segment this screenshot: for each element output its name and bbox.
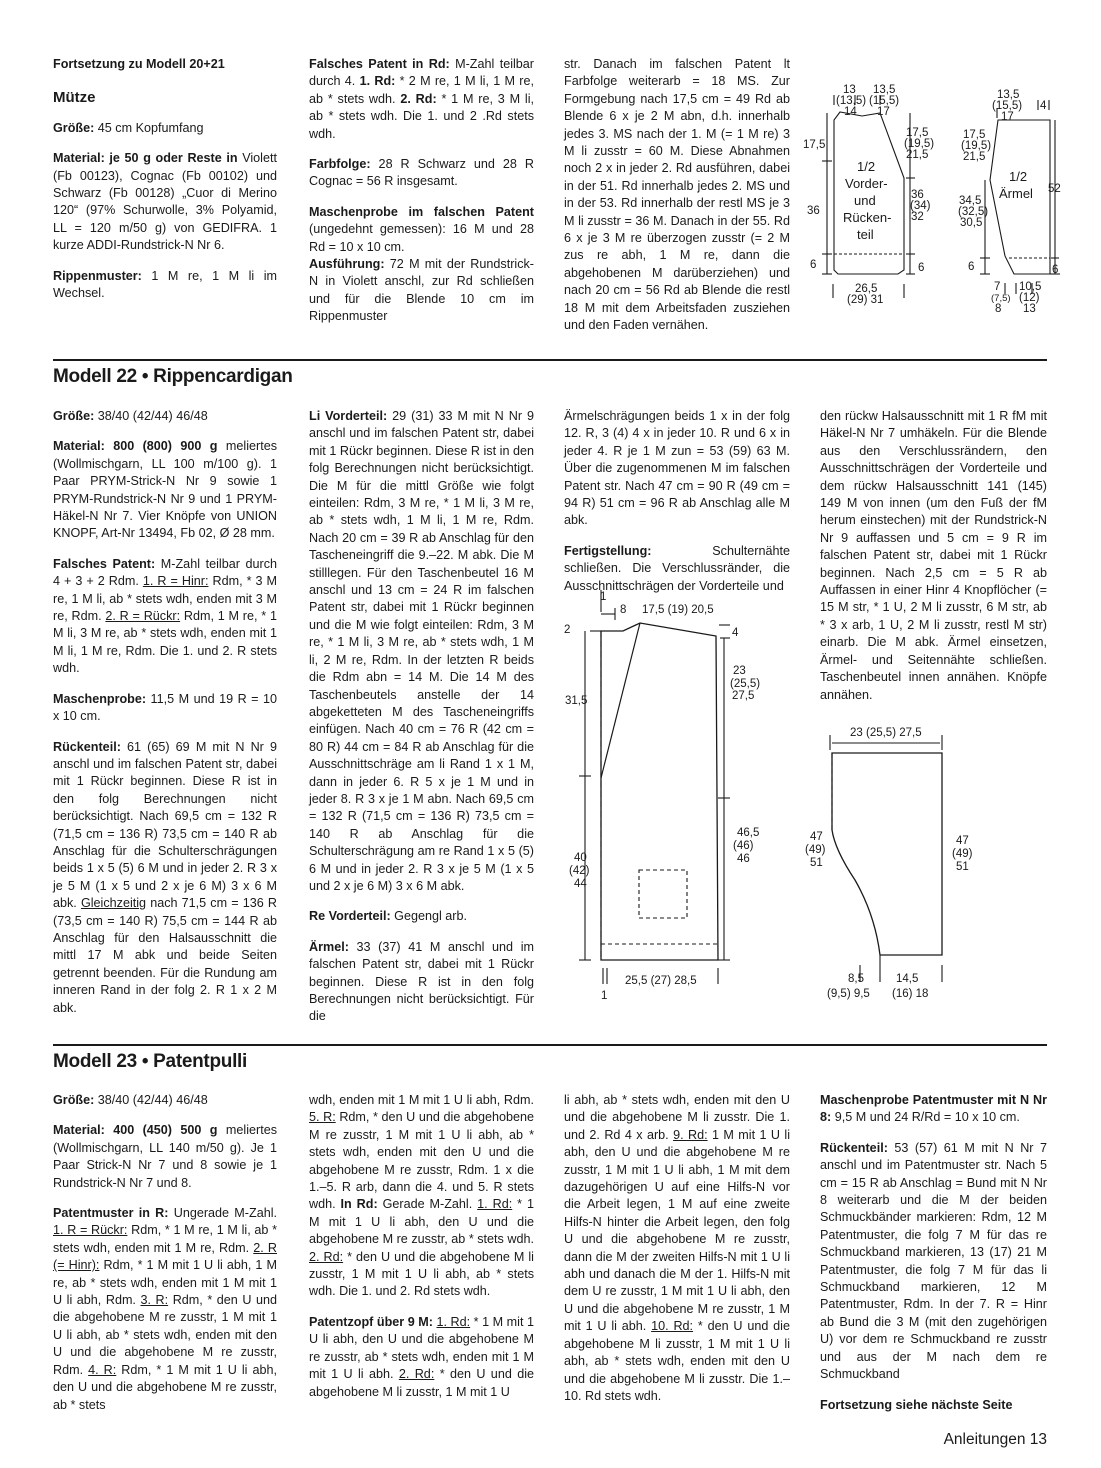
m22-re-vorderteil: Re Vorderteil: Gegengl arb. — [309, 909, 467, 924]
d1-t29: 21,5 — [963, 151, 986, 163]
d1-t28: (19,5) — [961, 140, 992, 152]
d3-b10: (16) 18 — [892, 988, 929, 1000]
m23-patentmuster-continued: wdh, enden mit 1 M mit 1 U li abh, Rdm. 5. R: Rdm, * den U und die abgehobene M re zusstr, 1 M mit 1 U li abh, ab * stets wdh, enden mit den U und die abgehobene M re zusstr, Rdm. 1 x die 1.–5. R arb, dann die 4. und 5. R stets wdh. In Rd: Gerade M-Zahl. 1. Rd: * 1 M mit 1 U li abh, den U und die abgehobene M re zusstr, ab * stets wdh. 2. Rd: * den U und die abgehobene M li zusstr, 1 M mit 1 U li abh, ab * stets wdh. Die 1. und 2. Rd stets wdh. — [309, 1093, 534, 1299]
m22-aermel: Ärmel: 33 (37) 41 M anschl und im falschen Patent str, dabei mit 1 Rückr beginnen. Diese R ist in den folg Berechnungen nicht berücksichtigt. Für die — [309, 939, 534, 1024]
muetze-rib-pattern: Rippenmuster: 1 M re, 1 M li im Wechsel. — [53, 268, 277, 301]
schematic-sleeve-labels — [1048, 170, 1098, 370]
d1-t16: 36 — [911, 189, 924, 201]
m22-size: Größe: 38/40 (42/44) 46/48 — [53, 409, 208, 423]
d1-t23: 13,5 — [997, 89, 1020, 101]
d3-b7: 8,5 — [848, 973, 864, 985]
d1-t30: 1/2 — [1009, 169, 1028, 184]
d2-a3: 2 — [564, 624, 571, 636]
d3-b5: (49) — [952, 848, 973, 860]
d3-b0: 23 (25,5) 27,5 — [850, 727, 922, 739]
m23-col-3 — [564, 1092, 790, 1418]
d3-b9: (9,5) 9,5 — [827, 988, 870, 1000]
d1-t40: 8 — [995, 303, 1002, 315]
d1-t6: 17,5 — [803, 139, 826, 151]
d1-t0: 13 — [843, 84, 856, 96]
d2-a4: 4 — [732, 627, 739, 639]
m23-material: Material: 400 (450) 500 g meliertes (Wollmischgarn, LL 140 m/50 g). Je 1 Paar Strick-N Nr 7 und 8 sowie je 1 Rundstrick-N Nr 7 und 8. — [53, 1123, 278, 1190]
sleeve-shape — [832, 753, 942, 955]
d1-t17: (34) — [910, 200, 931, 212]
m22-col-4 — [820, 408, 1047, 717]
d2-a2: 17,5 (19) 20,5 — [642, 604, 714, 616]
rule-modell-23 — [53, 1044, 1047, 1046]
d1-t19: 6 — [810, 259, 817, 271]
m22-maschenprobe: Maschenprobe: 11,5 M und 19 R = 10 x 10 cm. — [53, 691, 277, 724]
d1-t31: Ärmel — [999, 186, 1033, 201]
d1-t42: (12) — [1019, 292, 1040, 304]
m22-li-vorderteil: Li Vorderteil: 29 (31) 33 M mit N Nr 9 anschl und im falschen Patent str, dabei mit 1 Rückr beginnen. Diese R ist in den folg Berechnungen nicht berücksichtigt. Die M für die mittl Größe wie folgt einteilen: Rdm, 3 M re, * 1 M li, 3 M re, ab * stets wdh, 1 M li, 1 M re, Rdm. Nach 20 cm = 39 R ab Anschlag für den Tascheneingriff die 9.–22. M abk. Die M stilllegen. Für den Taschenbeutel 16 M anschl und 13 cm = 24 R im falschen Patent str, dabei mit 1 Rückr beginnen und die M wie folgt einteilen: Rdm, 3 M re, * 1 M li, 3 M re, ab * stets wdh, 1 M li, 2 M re, Rdm. In der letzten R beids die Rdm abn = 14 M. Die 14 M des Taschenbeutels anstelle der 14 abgeketteten M des Tascheneingriffs einfügen. Nach 40 cm = 76 R (42 cm = 80 R) 44 cm = 84 R ab Anschlag für die Ausschnittschräge am li Rand 1 x 1 M, dann in jeder 6. R 5 x je 1 M und in jeder 8. R 3 x je 1 M abn. Nach 69,5 cm = 132 R (71,5 cm = 136 R) 73,5 cm = 140 R ab Anschlag für die Schulterschrägung am re Rand 1 x 5 (5) 6 M und in jeder 2. R 3 x je 5 M (1 x 5 und 2 x je 6 M) 3 x 6 M abk. — [309, 409, 534, 893]
d1-t38: 7 — [994, 281, 1001, 293]
m22-material: Material: 800 (800) 900 g meliertes (Wollmischgarn, LL 100 m/100 g). 1 Paar PRYM-Strick-N Nr 9 sowie 1 PRYM-Rundstrick-N Nr 9 und 1 PRYM-Häkel-N Nr 7. Vier Knöpfe von UNION KNOPF, Art-Nr 13494, Fb 02, Ø 28 mm. — [53, 439, 278, 541]
d1-t13: Rücken- — [843, 210, 892, 225]
modell-23-title: Modell 23 • Patentpulli — [53, 1051, 248, 1072]
d1-t4: 14 — [844, 106, 857, 118]
modell-22-title: Modell 22 • Rippencardigan — [53, 366, 293, 387]
d1-t22: (29) 31 — [847, 294, 884, 306]
d3-b2: (49) — [805, 844, 826, 856]
m23-col-4 — [820, 1092, 1047, 1427]
m23-size: Größe: 38/40 (42/44) 46/48 — [53, 1093, 208, 1107]
m22-fertigstellung: Fertigstellung: Schulternähte schließen. Die Verschlussränder, die Ausschnittschrägen der Vorderteile und — [564, 543, 790, 593]
m23-col-1 — [53, 1092, 277, 1427]
pocket-outline — [639, 870, 687, 918]
muetze-heading: Mütze — [53, 89, 96, 107]
d1-t14: teil — [857, 227, 874, 242]
d1-t43: 13 — [1023, 303, 1036, 315]
d1-t18: 32 — [911, 211, 924, 223]
falsches-patent-rd: Falsches Patent in Rd: M-Zahl teilbar durch 4. 1. Rd: * 2 M re, 1 M li, 1 M re, ab * stets wdh. 2. Rd: * 1 M re, 3 M li, ab * stets wdh. Die 1. und 2 .Rd stets wdh. — [309, 57, 534, 141]
d2-a12: 40 — [574, 852, 587, 864]
front-outline — [601, 623, 718, 960]
m22-col-1 — [53, 408, 277, 1030]
m23-patentmuster: Patentmuster in R: Ungerade M-Zahl. 1. R = Rückr: Rdm, * 1 M re, 1 M li, ab * stets wdh, enden mit 1 M re, Rdm. 2. R (= Hinr): Rdm, * 1 M mit 1 U li abh, 1 M re, ab * stets wdh, enden mit 1 M mit 1 U li abh, Rdm. 3. R: Rdm, * den U und die abgehobene M re zusstr, 1 M mit 1 U li abh, ab * stets wdh, enden mit den U und die abgehobene M re zusstr, Rdm. 4. R: Rdm, * 1 M mit 1 U li abh, den U und die abgehobene M re zusstr, ab * stets — [53, 1206, 278, 1412]
m23-patentzopf-continued: li abh, ab * stets wdh, enden mit den U und die abgehobene M li zusstr. Die 1. und 2. Rd 4 x arb. 9. Rd: 1 M mit 1 U li abh, den U und die abgehobene M re zusstr, 1 M mit 1 U li abh, 1 M mit dem dazugehörigen U auf eine Hilfs-N vor die Arbeit legen, 1 M auf eine zweite Hilfs-N hinter die Arbeit legen, den folg U und die abgehobene M re zusstr, dann die M der zweiten Hilfs-N mit 1 U li abh und danach die M der 1. Hilfs-N mit dem U re zusstr, 1 M mit 1 U li abh, den U und die abgehobene M re zusstr, 1 M mit 1 U li abh. 10. Rd: * den U und die abgehobene M li zusstr, 1 M mit 1 U li abh, ab * stets wdh, enden mit den U und die abgehobene M li zusstr. Die 1.–10. Rd stets wdh. — [564, 1093, 790, 1403]
d2-a0: 1 — [600, 591, 607, 603]
d1-t7: 17,5 — [906, 127, 929, 139]
d1-t24: (15,5) — [992, 100, 1023, 112]
d3-b1: 47 — [810, 831, 823, 843]
schematic-front-piece — [560, 588, 780, 1008]
m22-col-3 — [564, 408, 790, 608]
d1-t11: Vorder- — [845, 176, 888, 191]
d1-t32b: 52 — [1048, 183, 1061, 195]
d3-b4: 47 — [956, 835, 969, 847]
d3-b8: 14,5 — [896, 973, 919, 985]
top-col-2 — [309, 56, 534, 339]
d1-t33: 34,5 — [959, 195, 982, 207]
d3-b6: 51 — [956, 861, 969, 873]
maschenprobe-patent: Maschenprobe im falschen Patent (ungedehnt gemessen): 16 M und 28 Rd = 10 x 10 cm. — [309, 204, 534, 254]
d2-a11: 46 — [737, 853, 750, 865]
d2-a9: 46,5 — [737, 827, 760, 839]
d1-t20: 6 — [918, 262, 925, 274]
d2-a7: (25,5) — [730, 678, 761, 690]
d3-b3: 51 — [810, 857, 823, 869]
d2-a1: 8 — [620, 604, 627, 616]
page-footer: Anleitungen 13 — [943, 1431, 1047, 1448]
d2-a16: 1 — [601, 990, 608, 1002]
d1-t39: (7,5) — [991, 293, 1011, 304]
m22-aermel-continued: Ärmelschrägungen beids 1 x in der folg 12. R, 3 (4) 4 x in jeder 10. R und 6 x in jeder 4. R je 1 M zun = 53 (59) 63 M. Über die zugenommenen M im falschen Patent str. Nach 47 cm = 90 R (49 cm = 94 R) 51 cm = 96 R ab Anschlag alle M abk. — [564, 409, 790, 528]
d1-t3: (15,5) — [869, 95, 900, 107]
d1-t1: 13,5 — [873, 84, 896, 96]
m23-continued-note: Fortsetzung siehe nächste Seite — [820, 1397, 1013, 1412]
m22-falsches-patent: Falsches Patent: M-Zahl teilbar durch 4 + 3 + 2 Rdm. 1. R = Hinr: Rdm, * 3 M re, 1 M li, ab * stets wdh, enden mit 3 M re, Rdm. 2. R = Rückr: Rdm, 1 M re, * 1 M li, 3 M re, ab * stets wdh, enden mit 1 M li, 1 M re, Rdm. Die 1. und 2. R stets wdh. — [53, 556, 278, 676]
top-col-3 — [564, 56, 790, 348]
rule-modell-22 — [53, 359, 1047, 361]
m23-rueckenteil: Rückenteil: 53 (57) 61 M mit N Nr 7 anschl und im Patentmuster str. Nach 5 cm = 15 R ab Anschlag = Bund mit N Nr 8 weiterarb und die M der beiden Schmuckbänder markieren: Rdm, 12 M Patentmuster, die folg 7 M für das re Schmuckband markieren, 13 (17) 21 M Patentmuster, die folg 7 M für das li Schmuckband markieren, 12 M Patentmuster, Rdm. In der 7. R = Hinr ab Bund die 3 M (mit den zugehörigen U) vor dem re Schmuckband re zusstr und aus der M nach dem re Schmuckband — [820, 1140, 1047, 1382]
m23-maschenprobe: Maschenprobe Patentmuster mit N Nr 8: 9,5 M und 24 R/Rd = 10 x 10 cm. — [820, 1093, 1047, 1125]
d2-a15: 25,5 (27) 28,5 — [625, 975, 697, 987]
continuation-heading: Fortsetzung zu Modell 20+21 — [53, 57, 225, 71]
d1-t26: 17 — [1001, 111, 1014, 123]
d1-t37: 6 — [1052, 264, 1059, 276]
top-col-1 — [53, 56, 277, 315]
d1-t25: 4 — [1040, 100, 1047, 112]
d1-t5: 17 — [877, 106, 890, 118]
d1-t10: 1/2 — [857, 159, 876, 174]
d1-t36: 6 — [968, 261, 975, 273]
muetze-continued: str. Danach im falschen Patent lt Farbfolge weiterarb = 18 MS. Zur Formgebung nach 17,5 cm = 49 Rd ab Blende 6 x je 2 M abn, d.h. innerhalb jedes 3. MS nach der 1. M (= 1 M re) 3 M li zusstr = 60 M. Diese Abnahmen noch 2 x in jeder 2. Rd ausführen, dabei in der 51. Rd innerhalb jedes 2. MS und in der 53. Rd innerhalb der restl MS je 3 M li zusstr = 36 M. Danach in der 55. Rd 6 x je 3 M re überzogen zusstr (= 2 M zus re abh, 1 M re, dann die abgehobenen M darüberziehen) und nach 20 cm = 56 Rd ab Blende die restl 18 M mit dem Arbeitsfaden zusziehen und den Faden vernähen. — [564, 57, 790, 333]
d1-t21: 26,5 — [855, 283, 878, 295]
d1-t12: und — [854, 193, 876, 208]
d1-t27: 17,5 — [963, 129, 986, 141]
d1-t34: (32,5) — [958, 206, 989, 218]
m23-patentzopf: Patentzopf über 9 M: 1. Rd: * 1 M mit 1 U li abh, den U und die abgehobene M re zusstr, ab * stets wdh, enden mit 1 M mit 1 U li abh. 2. Rd: * den U und die abgehobene M li zusstr, 1 M mit 1 U — [309, 1314, 535, 1399]
d2-a5: 31,5 — [565, 695, 588, 707]
m23-col-2 — [309, 1092, 534, 1414]
d2-a8: 27,5 — [732, 690, 755, 702]
d1-t35: 30,5 — [960, 217, 983, 229]
farbfolge: Farbfolge: 28 R Schwarz und 28 R Cognac = 56 R insgesamt. — [309, 157, 534, 189]
schematic-sleeve — [800, 720, 1000, 1020]
d2-a6: 23 — [733, 665, 746, 677]
d1-t9: 21,5 — [906, 149, 929, 161]
m22-fertigstellung-continued: den rückw Halsausschnitt mit 1 R fM mit Häkel-N Nr 7 umhäkeln. Für die Blende aus den Verschlussrändern, den Ausschnittschrägen der Vorderteile und dem rückw Halsausschnitt 141 (145) 149 M von innen (um den Fuß der fM herum einstechen) mit der Rundstrick-N Nr 9 auffassen und 5 cm = 9 R im falschen Patent str, dabei mit 1 Rückr beginnen. Nach 2,5 cm = 5 R ab Auffassen in einer Hinr 4 Knopflöcher (= 15 M str, * 1 U, 2 M li zusstr, 6 M str, ab * 3 x arb, 1 U, 2 M li zusstr, restl M str) einarb. Die M abk. Ärmel einsetzen, Ärmel- und Seitennähte schließen. Taschenbeutel innen annähen. Knöpfe annähen. — [820, 409, 1047, 702]
d1-t15: 36 — [807, 205, 820, 217]
d1-t41: 10,5 — [1019, 281, 1042, 293]
d2-a10: (46) — [733, 840, 754, 852]
schematic-muetze-section — [800, 78, 1062, 318]
d1-t8: (19,5) — [904, 138, 935, 150]
d1-t2: (13,5) — [836, 95, 867, 107]
d2-a14: 44 — [574, 878, 587, 890]
m22-rueckenteil: Rückenteil: 61 (65) 69 M mit N Nr 9 anschl und im falschen Patent str, dabei mit 1 Rückr beginnen. Diese R ist in den folg Berechnungen nicht berücksichtigt. Nach 69,5 cm = 132 R (71,5 cm = 136 R) 73,5 cm = 140 R ab Anschlag für die Schulterschrägungen beids 1 x 5 (5) 6 M und in jeder 2. R 3 x je 5 M (1 x 5 und 2 x je 6 M) 3 x 6 M abk. Gleichzeitig nach 71,5 cm = 136 R (73,5 cm = 140 R) 75,5 cm = 144 R ab Anschlag für den Halsausschnitt die mittl 17 M abk und beide Seiten getrennt beenden. Für die Rundung am inneren Rand in der folg 2. R 1 x 2 M abk. — [53, 739, 277, 1015]
m22-col-2 — [309, 408, 534, 1039]
muetze-material: Material: je 50 g oder Reste in Violett (Fb 00123), Cognac (Fb 00102) und Schwarz (Fb 00128) „Cuor di Merino 120“ (97% Schurwolle, 3% Polyamid, LL = 120 m/50 g) von GEDIFRA. 1 kurze ADDI-Rundstrick-N Nr 6. — [53, 151, 277, 253]
muetze-size: Größe: 45 cm Kopfumfang — [53, 120, 204, 135]
d2-a13: (42) — [569, 865, 590, 877]
ausfuehrung: Ausführung: 72 M mit der Rundstrick-N in Violett anschl, zur Rd schließen und für die Blende 10 cm im Rippenmuster — [309, 257, 534, 324]
